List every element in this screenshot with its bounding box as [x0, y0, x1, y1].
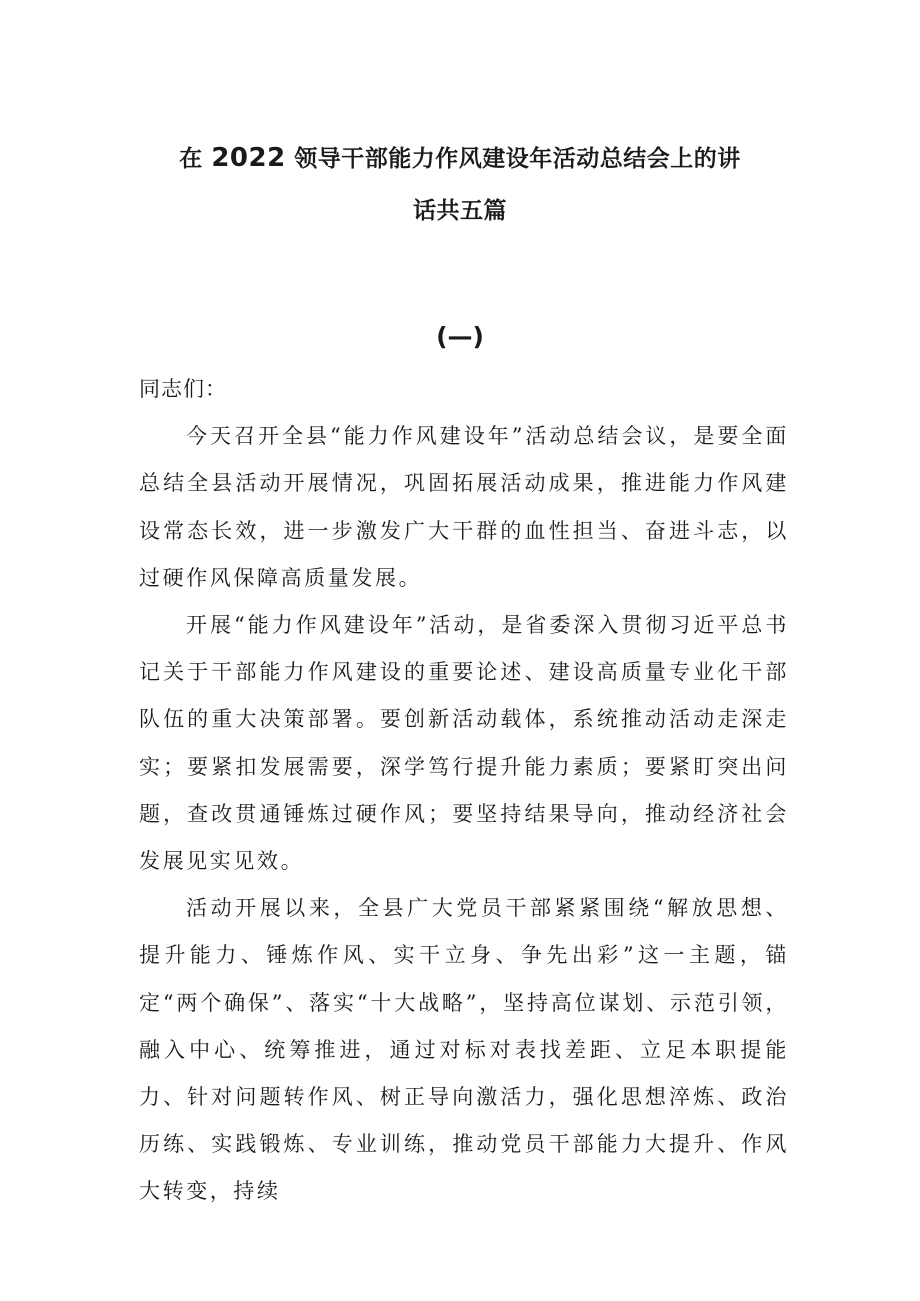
title-prefix: 在 — [179, 146, 203, 172]
paragraph: 今天召开全县“能力作风建设年”活动总结会议，是要全面总结全县活动开展情况，巩固拓展活动成果，推进能力作风建设常态长效，进一步激发广大干群的血性担当、奋进斗志，以过硬作风保障高质量发展。 — [139, 424, 789, 590]
document-title-line-2: 话共五篇 — [413, 198, 507, 224]
document-title-line-1 — [0, 140, 920, 173]
paragraph: 活动开展以来，全县广大党员干部紧紧围绕“解放思想、提升能力、锤炼作风、实干立身、争先出彩”这一主题，锚定“两个确保”、落实“十大战略”，坚持高位谋划、示范引领，融入中心、统筹推进，通过对标对表找差距、立足本职提能力、针对问题转作风、树正导向激活力，强化思想淬炼、政治历练、实践锻炼、专业训练，推动党员干部能力大提升、作风大转变，持续 — [139, 896, 789, 1204]
section-heading: (—) — [436, 322, 484, 351]
salutation: 同志们： — [139, 377, 227, 401]
title-year: 2022 — [211, 143, 286, 173]
document-body — [139, 366, 789, 1216]
paragraph: 开展“能力作风建设年”活动，是省委深入贯彻习近平总书记关于干部能力作风建设的重要论述、建设高质量专业化干部队伍的重大决策部署。要创新活动载体，系统推动活动走深走实；要紧扣发展需要，深学笃行提升能力素质；要紧盯突出问题，查改贯通锤炼过硬作风；要坚持结果导向，推动经济社会发展见实见效。 — [139, 613, 789, 874]
title-rest: 领导干部能力作风建设年活动总结会上的讲 — [294, 146, 741, 172]
